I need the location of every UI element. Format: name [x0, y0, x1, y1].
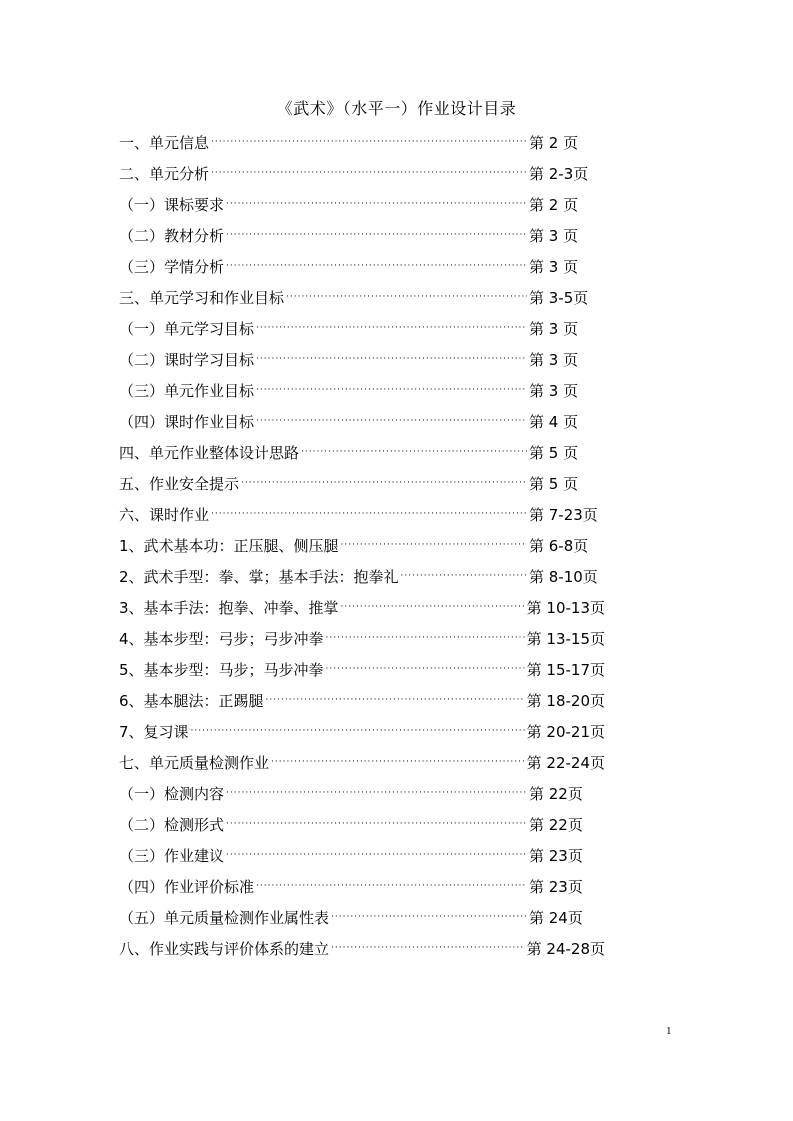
toc-leader-dots: [226, 251, 527, 282]
toc-entry-label: 1、武术基本功：正压腿、侧压腿: [119, 537, 339, 555]
toc-entry-label: （三）单元作业目标: [119, 382, 255, 400]
toc-leader-dots: [256, 375, 527, 406]
toc-leader-dots: [256, 344, 527, 375]
toc-entry-page: 第 6-8页: [529, 537, 589, 555]
toc-entry-label: （二）检测形式: [119, 816, 225, 834]
toc-entry-page: 第 13-15页: [526, 630, 605, 648]
toc-entry-label: （四）作业评价标准: [119, 878, 255, 896]
toc-leader-dots: [301, 437, 527, 468]
toc-leader-dots: [326, 654, 525, 685]
toc-leader-dots: [241, 468, 527, 499]
toc-entry: [119, 189, 605, 220]
toc-entry-label: 2、武术手型：拳、掌；基本手法：抱拳礼: [119, 568, 399, 586]
toc-entry-label: 四、单元作业整体设计思路: [119, 444, 300, 462]
toc-entry-label: 6、基本腿法：正踢腿: [119, 692, 264, 710]
toc-entry: [119, 747, 605, 778]
toc-entry-page: 第 22页: [529, 816, 583, 834]
toc-entry-label: 八、作业实践与评价体系的建立: [119, 940, 330, 958]
toc-leader-dots: [341, 592, 525, 623]
toc-entry-page: 第 24-28页: [526, 940, 605, 958]
toc-entry-page: 第 24页: [529, 909, 583, 927]
toc-entry: [119, 344, 605, 375]
toc-entry-label: （四）课时作业目标: [119, 413, 255, 431]
toc-entry-page: 第 3-5页: [529, 289, 589, 307]
toc-entry-page: 第 3 页: [529, 320, 579, 338]
toc-leader-dots: [226, 840, 527, 871]
toc-leader-dots: [401, 561, 527, 592]
toc-entry-page: 第 18-20页: [526, 692, 605, 710]
toc-leader-dots: [226, 809, 527, 840]
toc-leader-dots: [211, 158, 527, 189]
toc-leader-dots: [256, 313, 527, 344]
toc-entry: [119, 406, 605, 437]
toc-entry-label: 二、单元分析: [119, 165, 210, 183]
toc-leader-dots: [226, 189, 527, 220]
toc-entry-label: 五、作业安全提示: [119, 475, 240, 493]
toc-leader-dots: [271, 747, 525, 778]
toc-leader-dots: [256, 406, 527, 437]
toc-leader-dots: [331, 902, 527, 933]
toc-entry-page: 第 20-21页: [526, 723, 605, 741]
toc-entry: [119, 437, 605, 468]
toc-entry-page: 第 23页: [529, 847, 583, 865]
toc-entry-label: （一）单元学习目标: [119, 320, 255, 338]
toc-leader-dots: [286, 282, 527, 313]
toc-entry-label: 3、基本手法：抱拳、冲拳、推掌: [119, 599, 339, 617]
toc-entry: [119, 220, 605, 251]
toc-entry-page: 第 3 页: [529, 351, 579, 369]
toc-entry-page: 第 4 页: [529, 413, 579, 431]
toc-leader-dots: [331, 933, 525, 964]
toc-entry-page: 第 5 页: [529, 475, 579, 493]
toc-leader-dots: [326, 623, 525, 654]
toc-entry: [119, 282, 605, 313]
toc-entry-page: 第 23页: [529, 878, 583, 896]
toc-entry-label: 7、复习课: [119, 723, 189, 741]
toc-entry-label: 三、单元学习和作业目标: [119, 289, 285, 307]
toc-entry-label: 5、基本步型：马步；马步冲拳: [119, 661, 324, 679]
toc-entry: [119, 902, 605, 933]
toc-leader-dots: [226, 778, 527, 809]
toc-entry: [119, 592, 605, 623]
toc-entry-page: 第 10-13页: [526, 599, 605, 617]
toc-entry-label: （一）课标要求: [119, 196, 225, 214]
toc-entry-page: 第 2-3页: [529, 165, 589, 183]
toc-entry: [119, 313, 605, 344]
toc-entry-label: （五）单元质量检测作业属性表: [119, 909, 330, 927]
toc-entry-label: （二）教材分析: [119, 227, 225, 245]
toc-entry: [119, 158, 605, 189]
toc-leader-dots: [266, 685, 525, 716]
toc-leader-dots: [211, 127, 527, 158]
toc-entry-page: 第 15-17页: [526, 661, 605, 679]
toc-entry: [119, 375, 605, 406]
toc-entry: [119, 685, 605, 716]
toc-entry: [119, 809, 605, 840]
toc-entry: [119, 840, 605, 871]
toc-entry-label: 一、单元信息: [119, 134, 210, 152]
toc-leader-dots: [226, 220, 527, 251]
toc-entry: [119, 251, 605, 282]
toc-entry-label: 七、单元质量检测作业: [119, 754, 270, 772]
toc-entry-label: （一）检测内容: [119, 785, 225, 803]
toc-entry-page: 第 2 页: [529, 196, 579, 214]
toc-entry: [119, 468, 605, 499]
toc-entry-page: 第 22-24页: [526, 754, 605, 772]
toc-entry-page: 第 3 页: [529, 382, 579, 400]
toc-entry-page: 第 3 页: [529, 227, 579, 245]
toc-entry-page: 第 3 页: [529, 258, 579, 276]
toc-entry-label: （二）课时学习目标: [119, 351, 255, 369]
toc-entry-label: （三）作业建议: [119, 847, 225, 865]
toc-entry-page: 第 8-10页: [529, 568, 598, 586]
toc-leader-dots: [256, 871, 527, 902]
toc-entry: [119, 716, 605, 747]
toc-entry-page: 第 22页: [529, 785, 583, 803]
toc-entry: [119, 654, 605, 685]
toc-entry: [119, 530, 605, 561]
page-number: 1: [666, 1025, 672, 1037]
document-title: 《武术》（水平一）作业设计目录: [276, 99, 517, 118]
toc-leader-dots: [211, 499, 527, 530]
toc-entry-label: 六、课时作业: [119, 506, 210, 524]
toc-entry: [119, 127, 605, 158]
toc-leader-dots: [191, 716, 525, 747]
table-of-contents: [119, 127, 605, 964]
toc-entry: [119, 561, 605, 592]
toc-entry-page: 第 2 页: [529, 134, 579, 152]
toc-leader-dots: [341, 530, 527, 561]
toc-entry-label: 4、基本步型：弓步；弓步冲拳: [119, 630, 324, 648]
toc-entry: [119, 623, 605, 654]
toc-entry-page: 第 5 页: [529, 444, 579, 462]
toc-entry-page: 第 7-23页: [529, 506, 598, 524]
toc-entry: [119, 933, 605, 964]
toc-entry-label: （三）学情分析: [119, 258, 225, 276]
toc-entry: [119, 778, 605, 809]
toc-entry: [119, 871, 605, 902]
toc-entry: [119, 499, 605, 530]
